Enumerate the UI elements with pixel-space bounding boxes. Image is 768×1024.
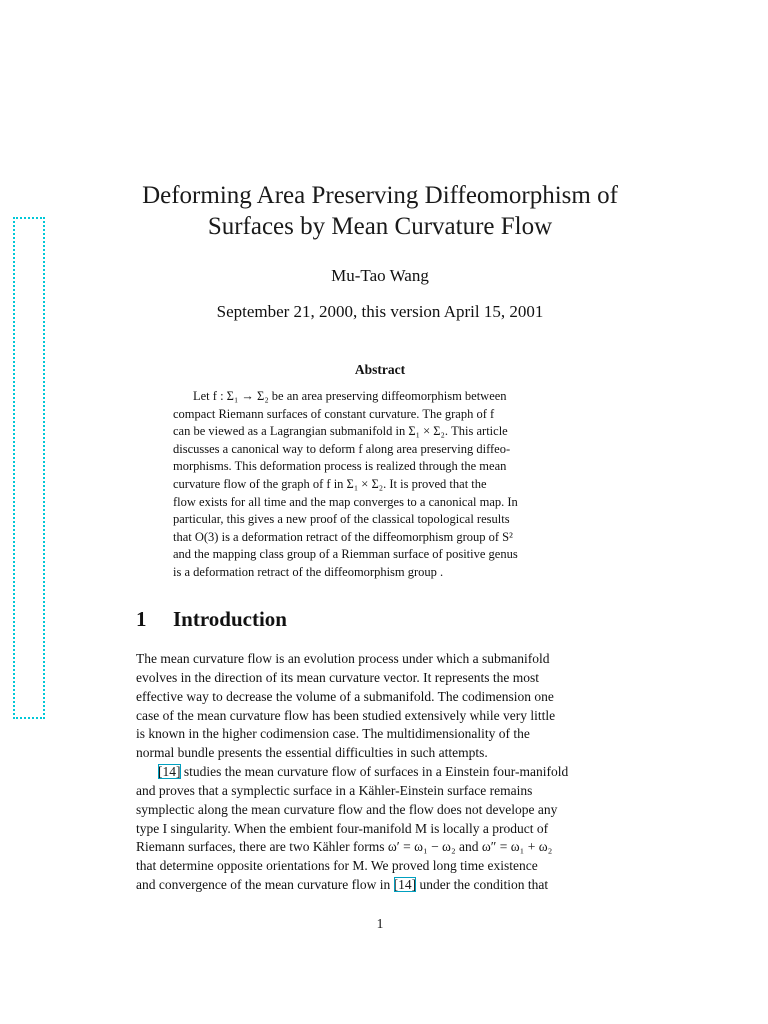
abstract-line: particular, this gives a new proof of the classical topological results [173,512,510,527]
body-text-span: studies the mean curvature flow of surfaces in a Einstein four-manifold [180,764,569,780]
body-line: is known in the higher codimension case. The multidimensionality of the [136,726,530,742]
body-text-span: and convergence of the mean curvature flow in [136,877,394,893]
abstract-line: Let f : Σ₁ → Σ₂ be an area preserving diffeomorphism between [193,389,507,403]
abstract-line: that O(3) is a deformation retract of the diffeomorphism group of S² [173,529,513,544]
body-line: case of the mean curvature flow has been studied extensively while very little [136,707,556,723]
abstract-line: morphisms. This deformation process is realized through the mean [173,459,507,474]
body-line: normal bundle presents the essential difficulties in such attempts. [136,745,488,761]
page-number: 1 [376,916,384,931]
abstract-line: flow exists for all time and the map converges to a canonical map. In [173,494,518,509]
body-line [136,763,625,782]
abstract-body [173,388,588,582]
introduction-body [136,650,625,895]
paper-title [100,180,660,242]
body-line: that determine opposite orientations for M. We proved long time existence [136,858,538,874]
body-line: Riemann surfaces, there are two Kähler forms ω′ = ω₁ − ω₂ and ω″ = ω₁ + ω₂ [136,839,553,855]
body-line: The mean curvature flow is an evolution process under which a submanifold [136,651,550,666]
margin-annotation-box [13,217,45,719]
citation-link[interactable]: [14] [393,877,417,893]
abstract-line: and the mapping class group of a Riemman surface of positive genus [173,547,518,562]
citation-link[interactable]: [14] [158,764,181,780]
body-line: effective way to decrease the volume of a submanifold. The codimension one [136,688,554,704]
body-line: type I singularity. When the embient four-manifold M is locally a product of [136,820,549,836]
title-line-1: Deforming Area Preserving Diffeomorphism of [142,182,618,209]
body-line [136,876,625,895]
abstract-line: can be viewed as a Lagrangian submanifold in Σ₁ × Σ₂. This article [173,424,508,439]
section-title: Introduction [173,607,287,631]
abstract-line: discusses a canonical way to deform f along area preserving diffeo- [173,441,511,456]
abstract-line: curvature flow of the graph of f in Σ₁ × Σ₂. It is proved that the [173,476,487,491]
body-line: and proves that a symplectic surface in a Kähler-Einstein surface remains [136,782,533,798]
author-name: Mu-Tao Wang [331,266,429,285]
abstract-line: compact Riemann surfaces of constant curvature. The graph of f [173,406,495,421]
body-line: symplectic along the mean curvature flow and the flow does not develope any [136,801,558,817]
body-text-span: under the condition that [416,877,549,893]
abstract-heading: Abstract [354,362,406,377]
title-line-2: Surfaces by Mean Curvature Flow [207,213,553,240]
body-line: evolves in the direction of its mean curvature vector. It represents the most [136,669,539,685]
publication-date: September 21, 2000, this version April 15, 2001 [216,302,544,321]
section-number: 1 [136,607,147,631]
section-heading [136,607,287,632]
abstract-line: is a deformation retract of the diffeomorphism group . [173,564,444,579]
